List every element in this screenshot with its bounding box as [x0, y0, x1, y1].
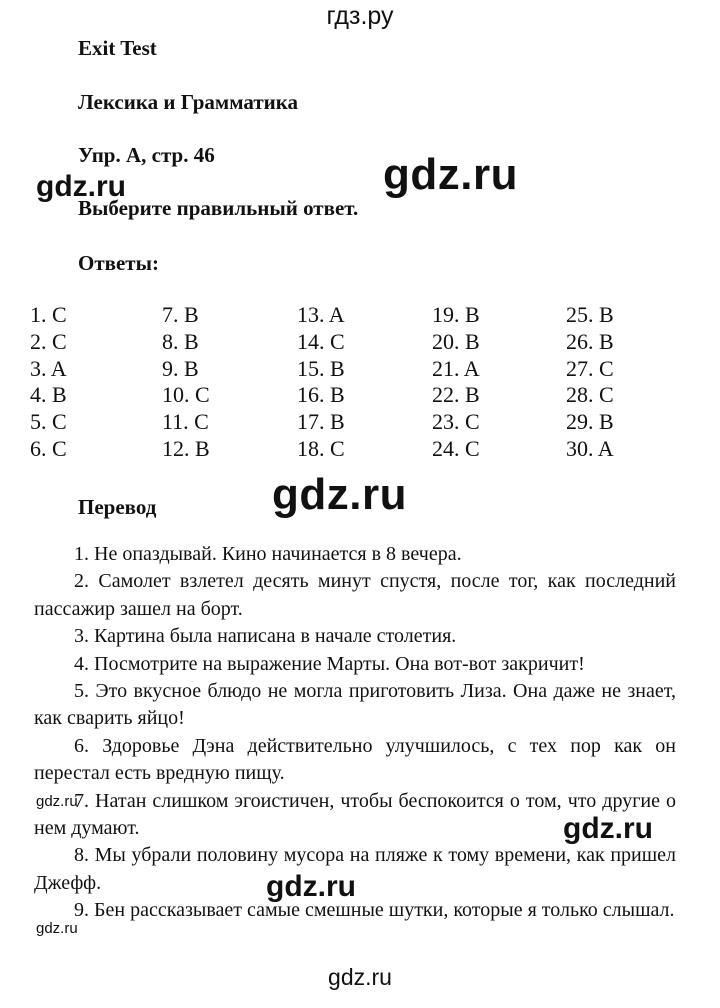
- translation-item: 7. Натан слишком эгоистичен, чтобы беспокоится о том, что другие о нем думают.: [34, 789, 676, 840]
- answer-item: 2. C: [30, 328, 67, 354]
- answer-item: 10. C: [162, 382, 210, 408]
- answers-column: [297, 302, 345, 463]
- answer-item: 9. B: [162, 355, 199, 381]
- answers-column: [162, 302, 210, 463]
- answer-item: 5. C: [30, 409, 67, 435]
- watermark: gdz.ru: [36, 920, 78, 937]
- site-footer: gdz.ru: [328, 964, 392, 990]
- answer-item: 24. C: [432, 435, 480, 461]
- answer-item: 23. C: [432, 409, 480, 435]
- answer-item: 29. B: [566, 409, 614, 435]
- page-title: Exit Test: [78, 36, 157, 60]
- section-title: Лексика и Грамматика: [78, 90, 299, 114]
- answers-column: [30, 302, 67, 463]
- answer-item: 4. B: [30, 382, 67, 408]
- answer-item: 28. C: [566, 382, 614, 408]
- exercise-instruction: Выберите правильный ответ.: [78, 196, 359, 220]
- translation-list: [34, 541, 676, 925]
- translation-item: 4. Посмотрите на выражение Марты. Она вот-вот закричит!: [74, 652, 585, 675]
- answer-item: 26. B: [566, 328, 614, 354]
- answer-item: 6. C: [30, 435, 67, 461]
- translation-heading: Перевод: [78, 495, 157, 519]
- answer-item: 27. C: [566, 355, 614, 381]
- answer-item: 8. B: [162, 328, 199, 354]
- answer-item: 22. B: [432, 382, 480, 408]
- answer-item: 11. C: [162, 409, 209, 435]
- watermark: gdz.ru: [36, 793, 78, 810]
- translation-item: 2. Самолет взлетел десять минут спустя, после тог, как последний пассажир зашел на борт.: [34, 570, 676, 620]
- answers-column: [432, 302, 480, 463]
- answer-item: 25. B: [566, 302, 614, 327]
- answer-item: 1. C: [30, 302, 67, 327]
- translation-item: 8. Мы убрали половину мусора на пляже к тому времени, как пришел Джефф.: [34, 844, 676, 894]
- answer-item: 18. C: [297, 435, 345, 461]
- answer-item: 20. B: [432, 328, 480, 354]
- answer-item: 21. A: [432, 355, 480, 381]
- answers-grid: [30, 302, 670, 472]
- site-header: гдз.ру: [326, 2, 394, 30]
- translation-item: 3. Картина была написана в начале столетия.: [74, 625, 457, 648]
- answer-item: 12. B: [162, 435, 210, 461]
- translation-item: 1. Не опаздывай. Кино начинается в 8 вечера.: [74, 543, 462, 565]
- answer-item: 16. B: [297, 382, 345, 408]
- translation-item: 5. Это вкусное блюдо не могла приготовить Лиза. Она даже не знает, как сварить яйцо!: [34, 680, 676, 730]
- watermark: gdz.ru: [383, 150, 518, 199]
- watermark: gdz.ru: [36, 170, 126, 203]
- answer-item: 19. B: [432, 302, 480, 327]
- answer-item: 17. B: [297, 409, 345, 435]
- answers-heading: Ответы:: [78, 251, 160, 275]
- translation-item: 6. Здоровье Дэна действительно улучшилось, с тех пор как он перестал есть вредную пищу.: [34, 734, 676, 785]
- exercise-reference: Упр. A, стр. 46: [78, 143, 215, 167]
- answer-item: 3. A: [30, 355, 67, 381]
- answer-item: 14. C: [297, 328, 345, 354]
- watermark: gdz.ru: [272, 470, 407, 519]
- answers-column: [566, 302, 614, 463]
- translation-item: 9. Бен рассказывает самые смешные шутки, которые я только слышал.: [74, 899, 675, 922]
- answer-item: 7. B: [162, 302, 199, 327]
- watermark: gdz.ru: [266, 870, 356, 903]
- watermark: gdz.ru: [563, 812, 653, 845]
- answer-item: 30. A: [566, 435, 614, 461]
- answer-item: 13. A: [297, 302, 345, 327]
- answer-item: 15. B: [297, 355, 345, 381]
